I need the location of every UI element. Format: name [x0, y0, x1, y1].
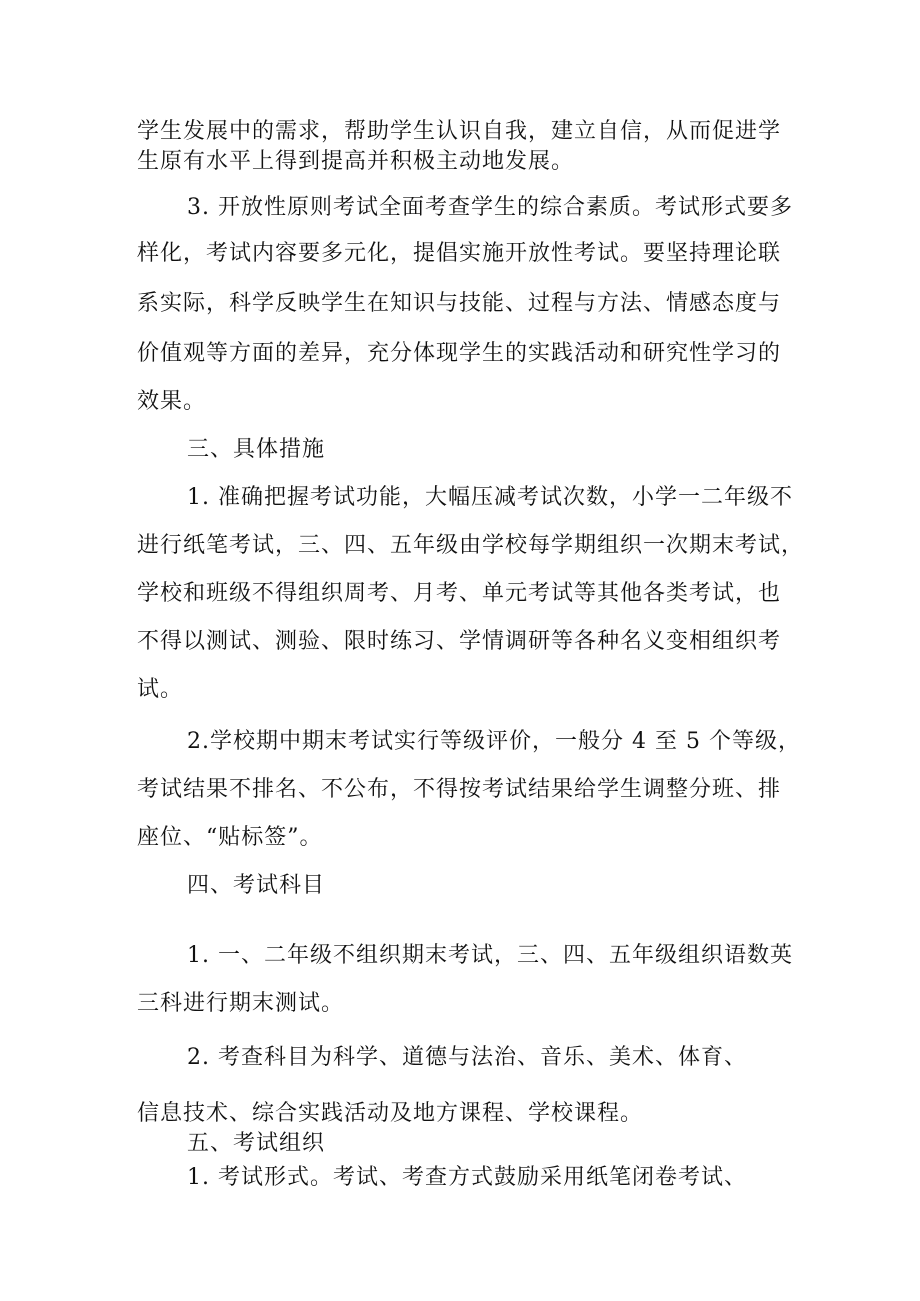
- text-line: 1. 考试形式。考试、考查方式鼓励采用纸笔闭卷考试、: [187, 1165, 747, 1190]
- section-heading: 四、考试科目: [187, 873, 326, 898]
- text-line: 进行纸笔考试，三、四、五年级由学校每学期组织一次期末考试，: [137, 533, 805, 558]
- text-line: 学生发展中的需求，帮助学生认识自我，建立自信，从而促进学: [137, 119, 782, 144]
- text-line: 学校和班级不得组织周考、月考、单元考试等其他各类考试，也: [137, 581, 782, 606]
- text-line: 2. 考查科目为科学、道德与法治、音乐、美术、体育、: [187, 1045, 747, 1070]
- text-line: 考试结果不排名、不公布，不得按考试结果给学生调整分班、排: [137, 777, 782, 802]
- text-line: 3. 开放性原则考试全面考查学生的综合素质。考试形式要多: [187, 195, 793, 220]
- text-line: 价值观等方面的差异，充分体现学生的实践活动和研究性学习的: [137, 341, 782, 366]
- text-line: 试。: [137, 677, 184, 702]
- text-line: 系实际，科学反映学生在知识与技能、过程与方法、情感态度与: [137, 291, 782, 316]
- section-heading: 三、具体措施: [187, 437, 326, 462]
- text-line: 1. 一、二年级不组织期末考试，三、四、五年级组织语数英: [187, 943, 793, 968]
- text-line: 三科进行期末测试。: [137, 991, 345, 1016]
- text-line: 1. 准确把握考试功能，大幅压减考试次数，小学一二年级不: [187, 485, 793, 510]
- text-line: 座位、“贴标签”。: [137, 825, 323, 850]
- text-line: 效果。: [137, 389, 207, 414]
- section-heading: 五、考试组织: [187, 1131, 326, 1156]
- text-line: 生原有水平上得到提高并积极主动地发展。: [137, 149, 575, 174]
- text-line: 信息技术、综合实践活动及地方课程、学校课程。: [137, 1101, 644, 1126]
- text-line: 样化，考试内容要多元化，提倡实施开放性考试。要坚持理论联: [137, 241, 782, 266]
- text-line: 不得以测试、测验、限时练习、学情调研等各种名义变相组织考: [137, 629, 782, 654]
- text-line: 2.学校期中期末考试实行等级评价，一般分 4 至 5 个等级，: [187, 729, 801, 754]
